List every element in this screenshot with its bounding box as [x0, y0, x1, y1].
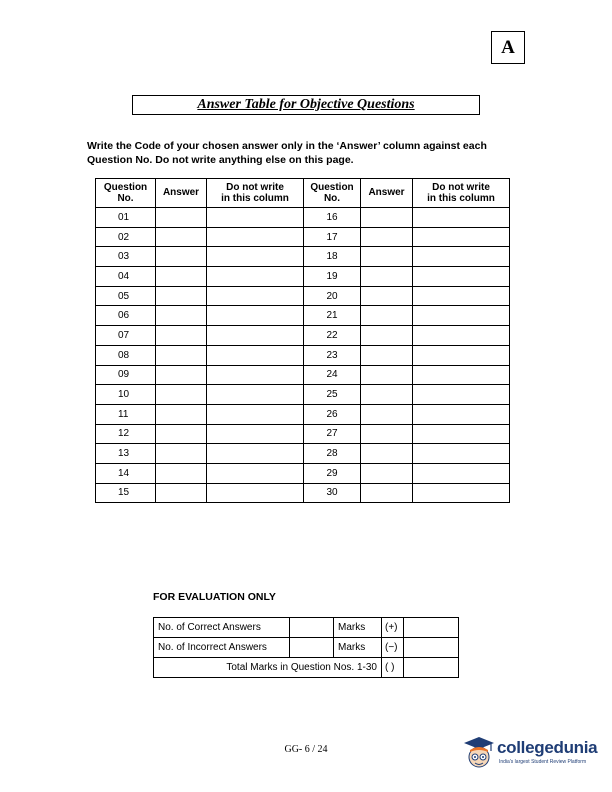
set-label: A: [501, 36, 515, 58]
do-not-write-cell-right: [413, 404, 510, 424]
table-row: [96, 385, 510, 405]
answer-field-left[interactable]: [156, 345, 207, 365]
instructions-line-1: Write the Code of your chosen answer only in the ‘Answer’ column against each: [87, 140, 487, 152]
do-not-write-cell-right: [413, 444, 510, 464]
answer-field-right[interactable]: [361, 306, 413, 326]
header-question-no-right: Question No.: [304, 179, 361, 208]
question-number-right: 22: [304, 326, 361, 346]
header-answer-right: Answer: [361, 179, 413, 208]
do-not-write-cell-left: [207, 247, 304, 267]
do-not-write-cell-right: [413, 385, 510, 405]
do-not-write-cell-right: [413, 247, 510, 267]
table-row: [96, 306, 510, 326]
do-not-write-cell-left: [207, 208, 304, 228]
do-not-write-cell-left: [207, 404, 304, 424]
table-row: [96, 463, 510, 483]
question-number-right: 16: [304, 208, 361, 228]
header-question-no-left: Question No.: [96, 179, 156, 208]
do-not-write-cell-right: [413, 326, 510, 346]
total-sign: ( ): [382, 658, 404, 678]
answer-field-right[interactable]: [361, 463, 413, 483]
incorrect-answers-label: No. of Incorrect Answers: [154, 638, 290, 658]
do-not-write-cell-right: [413, 286, 510, 306]
incorrect-answers-count-field[interactable]: [290, 638, 334, 658]
do-not-write-cell-right: [413, 227, 510, 247]
question-number-right: 21: [304, 306, 361, 326]
answer-field-right[interactable]: [361, 483, 413, 503]
question-number-left: 02: [96, 227, 156, 247]
question-number-right: 26: [304, 404, 361, 424]
question-number-right: 17: [304, 227, 361, 247]
answer-field-left[interactable]: [156, 306, 207, 326]
answer-table: [95, 178, 510, 503]
do-not-write-cell-left: [207, 326, 304, 346]
minus-sign: (−): [382, 638, 404, 658]
answer-field-right[interactable]: [361, 385, 413, 405]
table-row: [96, 267, 510, 287]
answer-field-right[interactable]: [361, 208, 413, 228]
question-number-left: 10: [96, 385, 156, 405]
evaluation-table: [153, 617, 459, 678]
table-row: [96, 286, 510, 306]
do-not-write-cell-left: [207, 286, 304, 306]
answer-field-right[interactable]: [361, 424, 413, 444]
do-not-write-cell-left: [207, 444, 304, 464]
table-row: [96, 227, 510, 247]
table-row: [96, 424, 510, 444]
answer-field-left[interactable]: [156, 463, 207, 483]
instructions: [87, 140, 527, 167]
do-not-write-cell-left: [207, 306, 304, 326]
instructions-line-2: Question No. Do not write anything else on this page.: [87, 153, 354, 166]
do-not-write-cell-right: [413, 483, 510, 503]
correct-marks-label: Marks: [334, 618, 382, 638]
question-number-left: 08: [96, 345, 156, 365]
table-row: [96, 444, 510, 464]
table-row: [96, 326, 510, 346]
correct-answers-label: No. of Correct Answers: [154, 618, 290, 638]
question-number-right: 30: [304, 483, 361, 503]
total-marks-label: Total Marks in Question Nos. 1-30: [154, 658, 382, 678]
brand-name: collegedunia: [497, 738, 598, 757]
question-number-right: 29: [304, 463, 361, 483]
question-number-left: 14: [96, 463, 156, 483]
table-row: [96, 404, 510, 424]
page-title: Answer Table for Objective Questions: [197, 97, 415, 112]
brand-tagline: India's largest Student Review Platform: [499, 759, 587, 765]
do-not-write-cell-right: [413, 267, 510, 287]
evaluation-heading: FOR EVALUATION ONLY: [153, 591, 276, 603]
answer-table-body: [96, 208, 510, 503]
answer-field-left[interactable]: [156, 208, 207, 228]
question-number-left: 13: [96, 444, 156, 464]
answer-field-right[interactable]: [361, 365, 413, 385]
question-number-right: 27: [304, 424, 361, 444]
page-number: GG- 6 / 24: [284, 744, 328, 755]
do-not-write-cell-left: [207, 385, 304, 405]
answer-field-left[interactable]: [156, 483, 207, 503]
do-not-write-cell-right: [413, 306, 510, 326]
do-not-write-cell-left: [207, 365, 304, 385]
question-number-right: 28: [304, 444, 361, 464]
answer-field-right[interactable]: [361, 286, 413, 306]
evaluation-row-total: [154, 658, 459, 678]
table-row: [96, 208, 510, 228]
table-row: [96, 365, 510, 385]
incorrect-marks-label: Marks: [334, 638, 382, 658]
mascot-icon: [462, 735, 496, 771]
answer-table-header: [96, 179, 510, 208]
do-not-write-cell-right: [413, 208, 510, 228]
do-not-write-cell-right: [413, 365, 510, 385]
question-number-left: 04: [96, 267, 156, 287]
do-not-write-cell-right: [413, 463, 510, 483]
evaluation-row-incorrect: [154, 638, 459, 658]
answer-field-right[interactable]: [361, 247, 413, 267]
question-number-left: 03: [96, 247, 156, 267]
do-not-write-cell-left: [207, 463, 304, 483]
header-answer-left: Answer: [156, 179, 207, 208]
answer-field-left[interactable]: [156, 247, 207, 267]
correct-answers-count-field[interactable]: [290, 618, 334, 638]
question-number-right: 18: [304, 247, 361, 267]
question-number-right: 19: [304, 267, 361, 287]
answer-field-left[interactable]: [156, 365, 207, 385]
answer-field-right[interactable]: [361, 326, 413, 346]
question-number-left: 01: [96, 208, 156, 228]
answer-field-right[interactable]: [361, 227, 413, 247]
do-not-write-cell-left: [207, 345, 304, 365]
question-number-left: 11: [96, 404, 156, 424]
answer-field-left[interactable]: [156, 404, 207, 424]
question-number-right: 24: [304, 365, 361, 385]
do-not-write-cell-left: [207, 483, 304, 503]
answer-field-right[interactable]: [361, 267, 413, 287]
set-label-box: [491, 31, 525, 64]
question-number-left: 15: [96, 483, 156, 503]
question-number-left: 12: [96, 424, 156, 444]
do-not-write-cell-left: [207, 424, 304, 444]
answer-field-left[interactable]: [156, 385, 207, 405]
header-do-not-write-right: Do not write in this column: [413, 179, 510, 208]
do-not-write-cell-right: [413, 424, 510, 444]
answer-field-left[interactable]: [156, 227, 207, 247]
page-title-box: [132, 95, 480, 115]
question-number-left: 09: [96, 365, 156, 385]
answer-field-left[interactable]: [156, 286, 207, 306]
plus-sign: (+): [382, 618, 404, 638]
evaluation-row-correct: [154, 618, 459, 638]
table-row: [96, 345, 510, 365]
do-not-write-cell-left: [207, 227, 304, 247]
question-number-right: 25: [304, 385, 361, 405]
question-number-left: 05: [96, 286, 156, 306]
answer-field-left[interactable]: [156, 424, 207, 444]
answer-field-left[interactable]: [156, 267, 207, 287]
answer-field-left[interactable]: [156, 326, 207, 346]
incorrect-marks-field[interactable]: [404, 638, 459, 658]
answer-field-right[interactable]: [361, 404, 413, 424]
header-do-not-write-left: Do not write in this column: [207, 179, 304, 208]
question-number-left: 06: [96, 306, 156, 326]
answer-field-left[interactable]: [156, 444, 207, 464]
answer-field-right[interactable]: [361, 444, 413, 464]
answer-field-right[interactable]: [361, 345, 413, 365]
correct-marks-field[interactable]: [404, 618, 459, 638]
do-not-write-cell-left: [207, 267, 304, 287]
collegedunia-logo: [462, 735, 597, 773]
question-number-left: 07: [96, 326, 156, 346]
question-number-right: 23: [304, 345, 361, 365]
table-row: [96, 483, 510, 503]
table-row: [96, 247, 510, 267]
question-number-right: 20: [304, 286, 361, 306]
do-not-write-cell-right: [413, 345, 510, 365]
total-marks-field[interactable]: [404, 658, 459, 678]
